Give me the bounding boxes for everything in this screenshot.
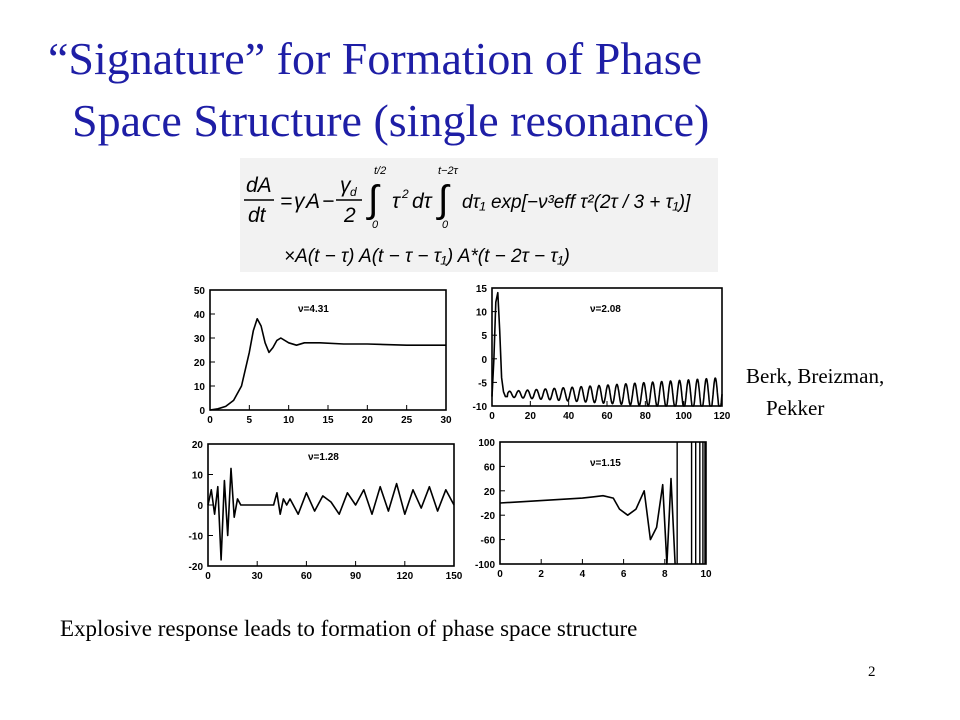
- eq-gamma-d-sub: d: [350, 185, 357, 199]
- eq-two: 2: [344, 204, 356, 227]
- y-tick-label: 15: [475, 284, 487, 295]
- plot-nu-4-31: [178, 282, 456, 432]
- eq-tau-sq: 2: [402, 187, 409, 201]
- plot-nu-1-15: [470, 436, 752, 588]
- y-tick-label: 20: [191, 440, 203, 451]
- series-label: ν=2.08: [590, 304, 621, 315]
- y-tick-label: -10: [472, 402, 487, 413]
- x-tick-label: 10: [283, 415, 295, 426]
- x-tick-label: 5: [246, 415, 253, 426]
- title-line-1: “Signature” for Formation of Phase: [48, 33, 703, 84]
- data-line: [210, 319, 446, 410]
- eq-dtau: dτ: [412, 190, 432, 213]
- eq-integral-2: ∫: [438, 179, 449, 221]
- eq-gamma-d: γ: [340, 174, 351, 197]
- x-tick-label: 4: [579, 569, 586, 580]
- y-tick-label: 10: [475, 307, 487, 319]
- eq-int1-body: τ: [392, 190, 400, 213]
- credit-line-2: Pekker: [766, 396, 825, 420]
- y-tick-label: 20: [483, 486, 495, 498]
- y-tick-label: 0: [197, 501, 203, 512]
- x-tick-label: 80: [639, 411, 651, 422]
- plot-nu-1-28: [178, 436, 470, 588]
- y-tick-label: 20: [193, 358, 205, 369]
- y-tick-label: 100: [478, 438, 495, 449]
- y-tick-label: -20: [188, 562, 203, 573]
- eq-exp-part: dτ₁ exp[−ν³eff τ²(2τ / 3 + τ₁)]: [462, 192, 691, 213]
- plot-panel-nu-1-15: [470, 436, 752, 588]
- x-tick-label: 150: [445, 571, 463, 582]
- y-tick-label: 30: [193, 334, 205, 345]
- y-tick-label: 0: [481, 354, 487, 366]
- eq-line-2: ×A(t − τ) A(t − τ − τ₁) A*(t − 2τ − τ₁): [284, 246, 570, 267]
- x-tick-label: 90: [350, 571, 362, 582]
- eq-gamma-l: γ: [294, 190, 305, 213]
- slide-caption: Explosive response leads to formation of phase space structure: [60, 616, 638, 641]
- y-tick-label: -10: [188, 531, 203, 543]
- x-tick-label: 120: [713, 411, 731, 422]
- y-tick-label: 60: [483, 462, 495, 474]
- x-tick-label: 0: [497, 569, 503, 580]
- x-tick-label: 10: [700, 569, 712, 580]
- eq-int2-upper: t−2τ: [438, 165, 458, 177]
- series-label: ν=1.15: [590, 458, 621, 469]
- y-tick-label: 50: [193, 286, 205, 297]
- data-line: [500, 479, 675, 564]
- author-credit: [746, 360, 884, 424]
- eq-int1-upper: t/2: [374, 165, 387, 177]
- x-tick-label: 20: [361, 415, 373, 426]
- eq-equals: =: [280, 190, 293, 213]
- x-tick-label: 8: [662, 569, 668, 580]
- x-tick-label: 0: [207, 415, 213, 426]
- y-tick-label: -20: [480, 511, 495, 523]
- eq-lhs-den: dt: [248, 204, 266, 227]
- y-tick-label: 5: [481, 331, 487, 343]
- y-tick-label: 10: [193, 382, 205, 393]
- data-line: [208, 468, 454, 560]
- x-tick-label: 6: [620, 569, 627, 580]
- eq-integral-1: ∫: [368, 179, 379, 221]
- y-tick-label: -60: [480, 535, 495, 547]
- y-tick-label: -5: [478, 378, 487, 390]
- y-tick-label: 40: [193, 310, 205, 321]
- x-tick-label: 20: [524, 411, 536, 422]
- x-tick-label: 0: [205, 571, 211, 582]
- credit-line-1: Berk, Breizman,: [746, 364, 885, 388]
- x-tick-label: 120: [396, 571, 414, 582]
- plot-panel-nu-4-31: [178, 282, 456, 432]
- x-tick-label: 30: [251, 571, 263, 582]
- title-line-2: Space Structure (single resonance): [72, 95, 710, 146]
- x-tick-label: 100: [675, 411, 693, 422]
- eq-minus: −: [322, 190, 335, 213]
- y-tick-label: 10: [191, 470, 203, 482]
- plot-panel-nu-1-28: [178, 436, 470, 588]
- y-tick-label: -100: [474, 560, 495, 571]
- x-tick-label: 25: [401, 415, 413, 426]
- x-tick-label: 2: [538, 569, 544, 580]
- eq-A: A: [306, 190, 321, 213]
- eq-int2-lower: 0: [442, 219, 449, 231]
- eq-int1-lower: 0: [372, 219, 379, 231]
- series-label: ν=4.31: [298, 304, 329, 315]
- series-label: ν=1.28: [308, 452, 339, 463]
- page-number: 2: [868, 664, 876, 680]
- x-tick-label: 60: [601, 411, 613, 422]
- y-tick-label: 0: [199, 406, 205, 417]
- x-tick-label: 30: [440, 415, 452, 426]
- eq-lhs-num: dA: [246, 174, 272, 197]
- x-tick-label: 0: [489, 411, 495, 422]
- x-tick-label: 40: [563, 411, 575, 422]
- plot-nu-2-08: [460, 282, 742, 432]
- x-tick-label: 15: [322, 415, 334, 426]
- equation-image: [240, 158, 718, 272]
- x-tick-label: 60: [300, 571, 312, 582]
- plot-panel-nu-2-08: [460, 282, 742, 432]
